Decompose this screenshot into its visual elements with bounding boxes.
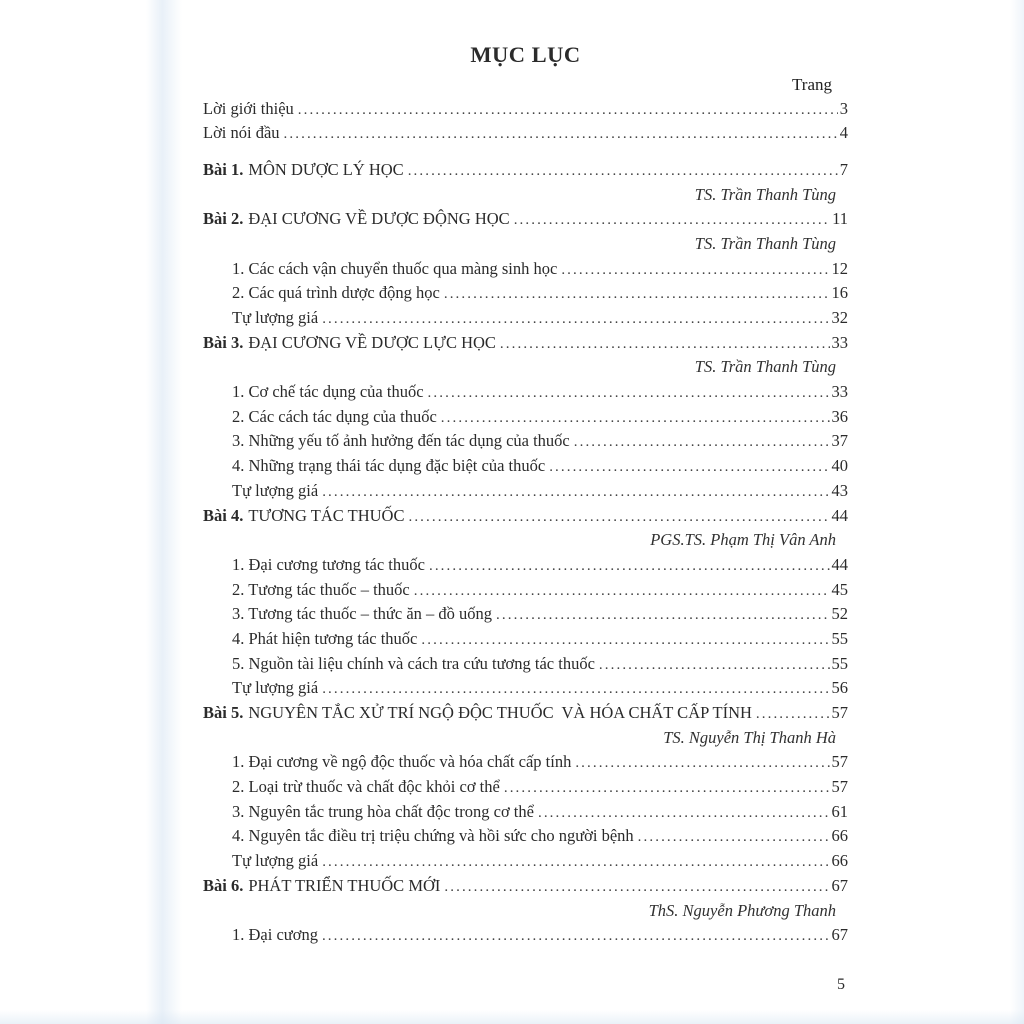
dot-leader bbox=[414, 579, 830, 604]
dot-leader bbox=[322, 850, 829, 875]
toc-row-page: 12 bbox=[831, 258, 848, 278]
toc-row-prefix: Bài 3. bbox=[203, 332, 244, 352]
toc-row-page: 16 bbox=[831, 283, 848, 303]
toc-row bbox=[203, 923, 848, 948]
dot-leader bbox=[496, 603, 829, 628]
toc-row-prefix: Bài 2. bbox=[203, 209, 244, 229]
toc-row bbox=[203, 652, 848, 677]
toc-row bbox=[203, 257, 848, 282]
toc-row-page: 55 bbox=[831, 653, 848, 673]
dot-leader bbox=[322, 480, 829, 505]
toc-row bbox=[203, 454, 848, 479]
toc-row bbox=[203, 750, 848, 775]
toc-row bbox=[203, 676, 848, 701]
toc-row-label: 5. Nguồn tài liệu chính và cách tra cứu tương tác thuốc bbox=[232, 653, 595, 673]
toc-row bbox=[203, 553, 848, 578]
author-name: TS. Trần Thanh Tùng bbox=[694, 184, 836, 204]
dot-leader bbox=[284, 122, 838, 147]
author-name: TS. Trần Thanh Tùng bbox=[694, 233, 836, 253]
author-line bbox=[203, 899, 848, 924]
dot-leader bbox=[574, 430, 830, 455]
toc-row-page: 7 bbox=[839, 159, 848, 179]
dot-leader bbox=[408, 505, 829, 530]
toc-row-label: 1. Đại cương tương tác thuốc bbox=[232, 554, 425, 574]
toc-list bbox=[203, 97, 848, 948]
toc-row-label: Lời nói đầu bbox=[203, 123, 280, 143]
toc-row bbox=[203, 331, 848, 356]
dot-leader bbox=[444, 875, 829, 900]
toc-row bbox=[203, 479, 848, 504]
dot-leader bbox=[429, 554, 830, 579]
toc-row-label: 4. Nguyên tắc điều trị triệu chứng và hồi sức cho người bệnh bbox=[232, 826, 634, 846]
dot-leader bbox=[428, 381, 830, 406]
toc-row-label: ĐẠI CƯƠNG VỀ DƯỢC LỰC HỌC bbox=[248, 332, 496, 352]
dot-leader bbox=[441, 406, 830, 431]
toc-row-label: 1. Đại cương bbox=[232, 925, 318, 945]
toc-row-label: 2. Các quá trình dược động học bbox=[232, 283, 440, 303]
dot-leader bbox=[408, 159, 838, 184]
toc-row-page: 66 bbox=[831, 851, 848, 871]
toc-row-page: 3 bbox=[839, 98, 848, 118]
toc-row-label: 1. Cơ chế tác dụng của thuốc bbox=[232, 382, 424, 402]
toc-row-page: 57 bbox=[831, 752, 848, 772]
toc-row-label: Tự lượng giá bbox=[232, 308, 319, 327]
dot-leader bbox=[504, 776, 830, 801]
toc-row-label: 1. Đại cương về ngộ độc thuốc và hóa chất cấp tính bbox=[232, 752, 572, 772]
toc-row-label: 3. Tương tác thuốc – thức ăn – đồ uống bbox=[232, 604, 493, 624]
toc-row-page: 67 bbox=[831, 925, 848, 945]
dot-leader bbox=[421, 628, 829, 653]
dot-leader bbox=[444, 282, 830, 307]
toc-row-label: Lời giới thiệu bbox=[203, 98, 294, 118]
toc-row-prefix: Bài 1. bbox=[203, 159, 244, 179]
toc-content bbox=[203, 0, 848, 948]
dot-leader bbox=[298, 98, 838, 123]
toc-row-prefix: Bài 4. bbox=[203, 505, 244, 525]
page-title: MỤC LỤC bbox=[470, 42, 581, 67]
toc-row-label: TƯƠNG TÁC THUỐC bbox=[248, 505, 405, 525]
toc-row-page: 4 bbox=[839, 123, 848, 143]
toc-row bbox=[203, 306, 848, 331]
toc-row-page: 66 bbox=[831, 826, 848, 846]
toc-row-page: 56 bbox=[831, 678, 848, 698]
toc-row-label: Tự lượng giá bbox=[232, 851, 319, 871]
toc-row-page: 57 bbox=[831, 777, 848, 797]
toc-row bbox=[203, 627, 848, 652]
toc-row-page: 52 bbox=[831, 604, 848, 624]
toc-row-page: 45 bbox=[831, 579, 848, 599]
toc-row-page: 44 bbox=[831, 554, 848, 574]
author-name: TS. Nguyễn Thị Thanh Hà bbox=[663, 727, 836, 747]
toc-row bbox=[203, 504, 848, 529]
toc-row bbox=[203, 429, 848, 454]
dot-leader bbox=[638, 825, 830, 850]
toc-row-prefix: Bài 6. bbox=[203, 875, 244, 895]
toc-row bbox=[203, 800, 848, 825]
toc-row-page: 55 bbox=[831, 628, 848, 648]
toc-row-page: 57 bbox=[831, 703, 848, 722]
toc-row-label: 1. Các cách vận chuyển thuốc qua màng sinh học bbox=[232, 258, 558, 278]
scan-artifact-bottom-edge bbox=[0, 1010, 1024, 1024]
toc-row bbox=[203, 158, 848, 183]
author-line bbox=[203, 232, 848, 257]
dot-leader bbox=[500, 332, 830, 357]
page-column-header: Trang bbox=[792, 74, 832, 94]
dot-leader bbox=[322, 307, 829, 332]
author-line bbox=[203, 355, 848, 380]
author-name: PGS.TS. Phạm Thị Vân Anh bbox=[650, 530, 836, 550]
dot-leader bbox=[599, 653, 830, 678]
toc-row-page: 37 bbox=[831, 431, 848, 451]
scan-artifact-left-edge bbox=[146, 0, 182, 1024]
toc-row-label: ĐẠI CƯƠNG VỀ DƯỢC ĐỘNG HỌC bbox=[248, 209, 510, 229]
toc-row-page: 40 bbox=[831, 456, 848, 476]
toc-row bbox=[203, 281, 848, 306]
toc-row-label: Tự lượng giá bbox=[232, 678, 319, 698]
toc-row-label: 2. Các cách tác dụng của thuốc bbox=[232, 406, 437, 426]
scan-artifact-right-edge bbox=[1010, 0, 1024, 1024]
toc-row-page: 36 bbox=[831, 406, 848, 426]
dot-leader bbox=[575, 751, 829, 776]
toc-row bbox=[203, 405, 848, 430]
author-line bbox=[203, 726, 848, 751]
dot-leader bbox=[322, 924, 830, 949]
toc-row-page: 44 bbox=[831, 505, 848, 525]
dot-leader bbox=[514, 208, 830, 233]
toc-row-label: 4. Những trạng thái tác dụng đặc biệt của thuốc bbox=[232, 456, 546, 476]
toc-row-page: 32 bbox=[831, 308, 848, 327]
toc-row bbox=[203, 701, 848, 726]
toc-row-label: 4. Phát hiện tương tác thuốc bbox=[232, 628, 418, 648]
toc-row-label: 3. Nguyên tắc trung hòa chất độc trong cơ thể bbox=[232, 801, 534, 821]
toc-row bbox=[203, 602, 848, 627]
toc-row bbox=[203, 874, 848, 899]
dot-leader bbox=[549, 455, 829, 480]
toc-row bbox=[203, 121, 848, 146]
toc-row-page: 61 bbox=[831, 801, 848, 821]
toc-row bbox=[203, 97, 848, 122]
toc-row-label: MÔN DƯỢC LÝ HỌC bbox=[248, 159, 404, 179]
toc-row-prefix: Bài 5. bbox=[203, 703, 244, 722]
toc-row bbox=[203, 775, 848, 800]
toc-row bbox=[203, 824, 848, 849]
dot-leader bbox=[322, 677, 829, 702]
toc-row bbox=[203, 380, 848, 405]
dot-leader bbox=[538, 801, 830, 826]
author-line bbox=[203, 183, 848, 208]
page-number: 5 bbox=[837, 976, 845, 993]
author-name: TS. Trần Thanh Tùng bbox=[694, 357, 836, 377]
toc-row-page: 43 bbox=[831, 480, 848, 500]
toc-row-page: 33 bbox=[831, 332, 848, 352]
toc-row-page: 67 bbox=[831, 875, 848, 895]
toc-row-page: 33 bbox=[831, 382, 848, 402]
toc-row bbox=[203, 578, 848, 603]
author-name: ThS. Nguyễn Phương Thanh bbox=[648, 900, 836, 920]
dot-leader bbox=[756, 702, 830, 727]
toc-row-label: 2. Tương tác thuốc – thuốc bbox=[232, 579, 410, 599]
toc-row-label: NGUYÊN TẮC XỬ TRÍ NGỘ ĐỘC THUỐC VÀ HÓA CHẤT CẤP TÍNH bbox=[248, 703, 752, 722]
toc-row-label: 2. Loại trừ thuốc và chất độc khỏi cơ thể bbox=[232, 777, 500, 797]
dot-leader bbox=[561, 258, 829, 283]
toc-row-label: Tự lượng giá bbox=[232, 480, 319, 500]
toc-row-label: PHÁT TRIỂN THUỐC MỚI bbox=[248, 875, 441, 895]
toc-row-label: 3. Những yếu tố ảnh hưởng đến tác dụng của thuốc bbox=[232, 431, 570, 451]
toc-row-page: 11 bbox=[832, 209, 848, 229]
author-line bbox=[203, 528, 848, 553]
toc-row bbox=[203, 849, 848, 874]
toc-row bbox=[203, 207, 848, 232]
